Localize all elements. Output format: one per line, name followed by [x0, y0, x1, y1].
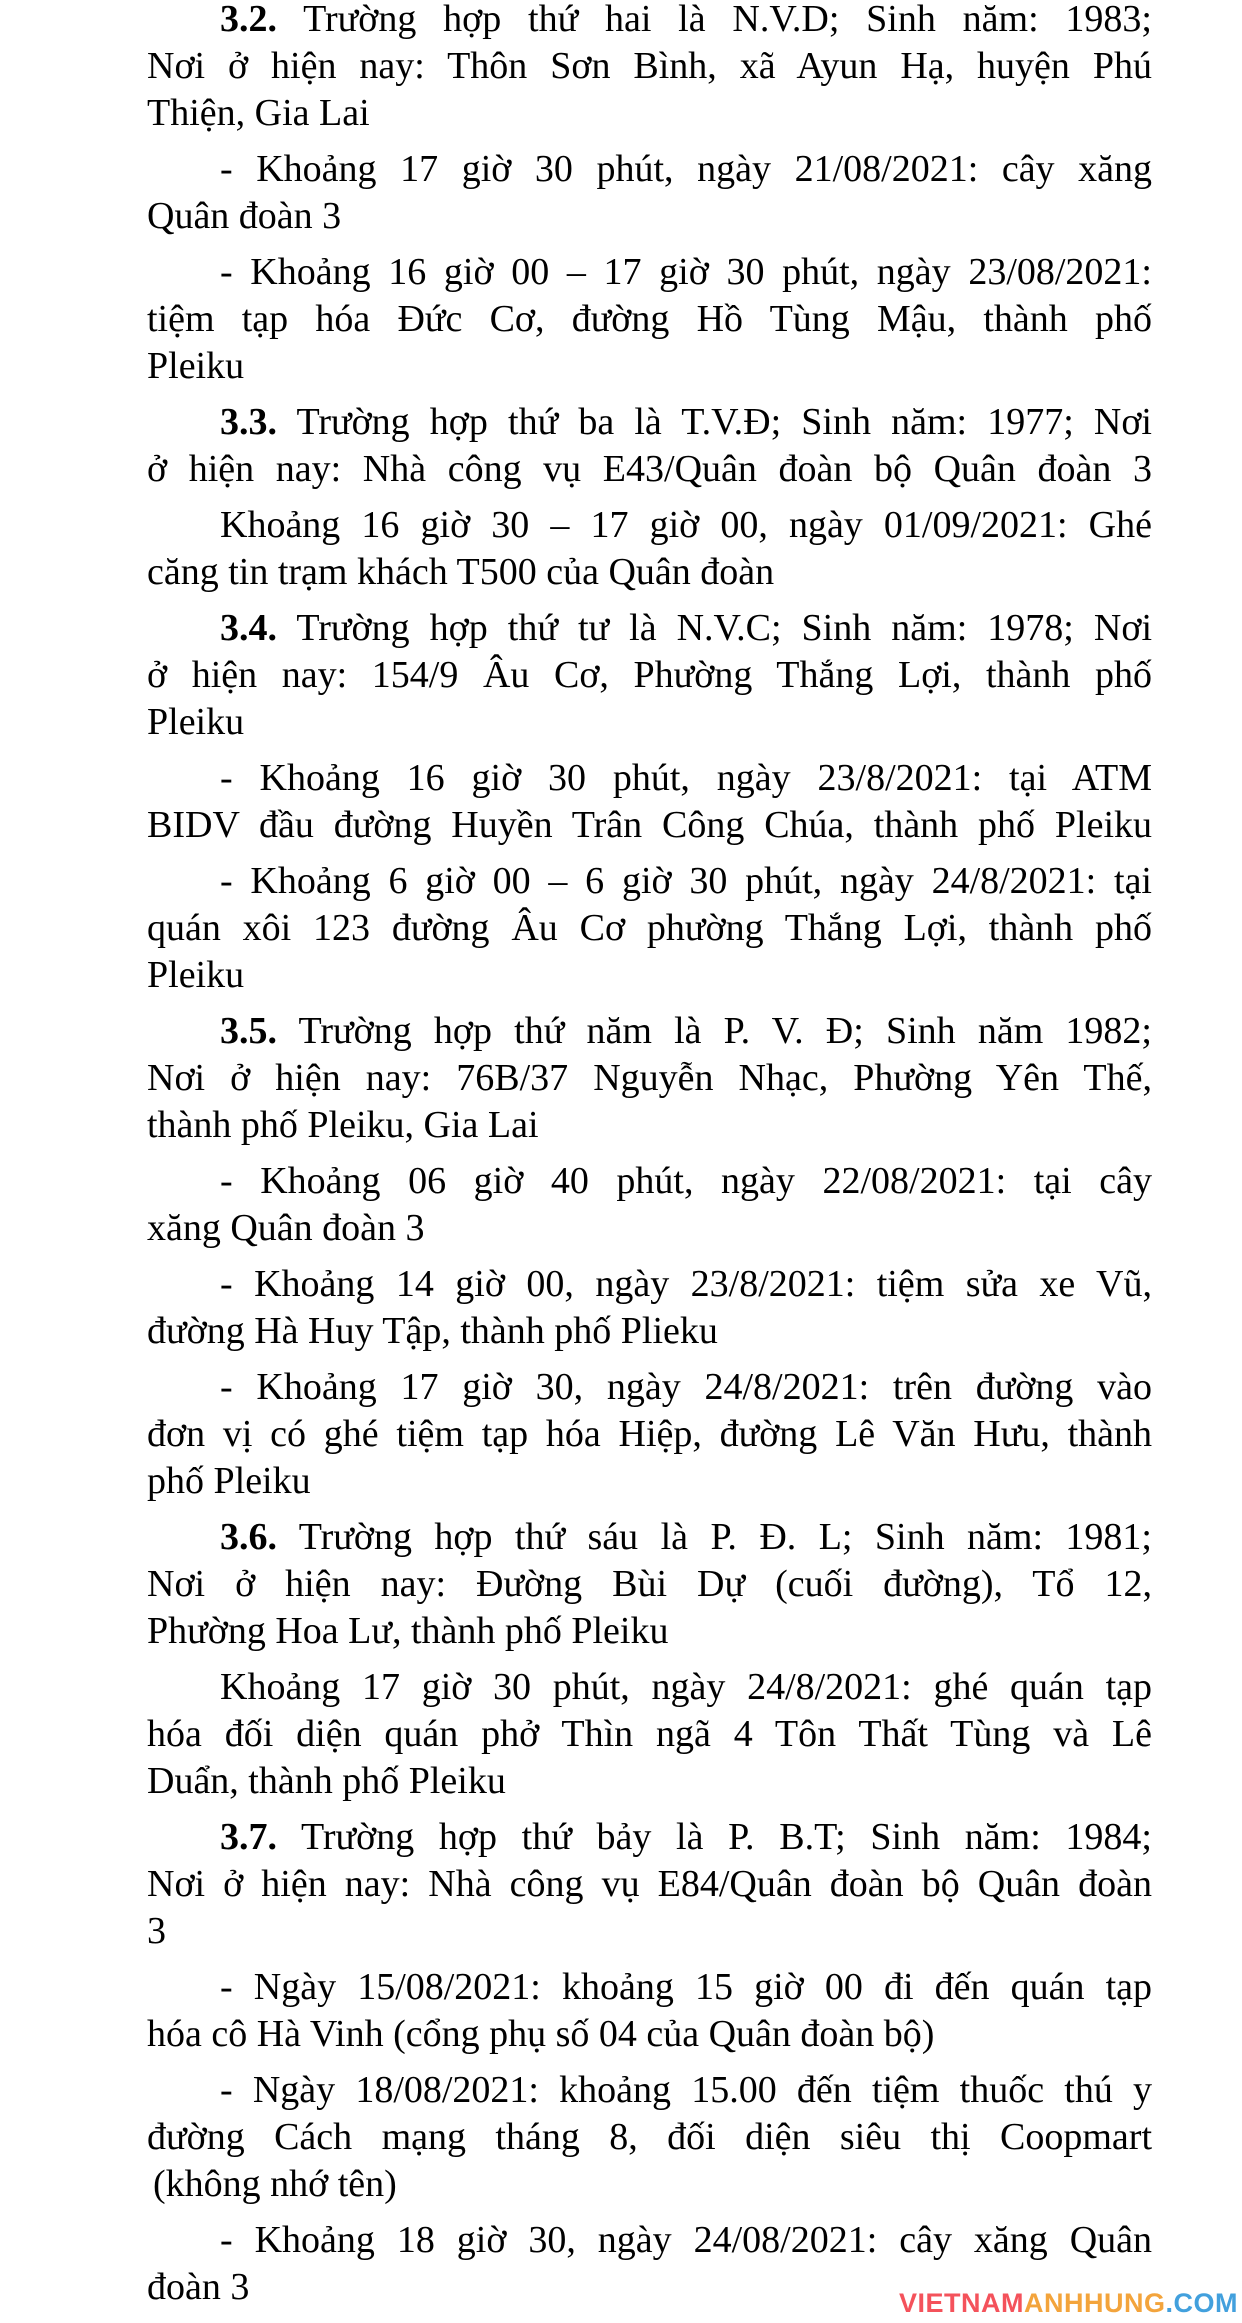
text-run: - Khoảng 6 giờ 00 – 6 giờ 30 phút, ngày 24/8/2021: tại: [220, 860, 1152, 902]
text-run: - Khoảng 16 giờ 30 phút, ngày 23/8/2021: tại ATM: [220, 757, 1152, 799]
text-line: [147, 193, 1152, 240]
text-line: [147, 1514, 1152, 1561]
watermark-segment: VIETNAM: [899, 2288, 1024, 2318]
text-run: - Khoảng 06 giờ 40 phút, ngày 22/08/2021: tại cây: [220, 1160, 1152, 1202]
text-run: tiệm tạp hóa Đức Cơ, đường Hồ Tùng Mậu, thành phố: [147, 298, 1152, 340]
text-run: đường Hà Huy Tập, thành phố Plieku: [147, 1310, 718, 1352]
section-number: 3.4.: [220, 607, 277, 649]
text-run: (không nhớ tên): [153, 2163, 397, 2205]
paragraph: [147, 1964, 1152, 2058]
text-line: [147, 905, 1152, 952]
text-line: [147, 699, 1152, 746]
text-line: [147, 652, 1152, 699]
text-line: [147, 1205, 1152, 1252]
section-number: 3.3.: [220, 401, 277, 443]
text-line: [147, 343, 1152, 390]
text-line: [147, 1411, 1152, 1458]
paragraph: [147, 249, 1152, 390]
text-line: [147, 502, 1152, 549]
paragraph: [147, 1008, 1152, 1149]
text-run: đơn vị có ghé tiệm tạp hóa Hiệp, đường Lê Văn Hưu, thành: [147, 1413, 1152, 1455]
text-line: [147, 2161, 1152, 2208]
text-line: [147, 2011, 1152, 2058]
text-run: Pleiku: [147, 345, 245, 387]
text-run: đoàn 3: [147, 2266, 250, 2308]
text-run: Nơi ở hiện nay: Đường Bùi Dự (cuối đường), Tổ 12,: [147, 1563, 1152, 1605]
document-body: [147, 0, 1152, 2320]
paragraph: [147, 2067, 1152, 2208]
text-run: hóa đối diện quán phở Thìn ngã 4 Tôn Thất Tùng và Lê: [147, 1713, 1152, 1755]
text-run: BIDV đầu đường Huyền Trân Công Chúa, thành phố Pleiku: [147, 804, 1152, 846]
text-line: [147, 1561, 1152, 1608]
paragraph: [147, 858, 1152, 999]
paragraph: [147, 1261, 1152, 1355]
text-run: Pleiku: [147, 954, 245, 996]
text-line: [147, 755, 1152, 802]
text-run: ở hiện nay: 154/9 Âu Cơ, Phường Thắng Lợi, thành phố: [147, 654, 1152, 696]
text-line: [147, 605, 1152, 652]
text-line: [147, 1158, 1152, 1205]
text-line: [147, 43, 1152, 90]
text-line: [147, 0, 1152, 43]
text-run: đường Cách mạng tháng 8, đối diện siêu thị Coopmart: [147, 2116, 1152, 2158]
text-run: - Ngày 18/08/2021: khoảng 15.00 đến tiệm thuốc thú y: [220, 2069, 1152, 2111]
text-line: [147, 1055, 1152, 1102]
text-run: Trường hợp thứ tư là N.V.C; Sinh năm: 1978; Nơi: [277, 607, 1152, 649]
paragraph: [147, 755, 1152, 849]
text-run: - Khoảng 18 giờ 30, ngày 24/08/2021: cây xăng Quân: [220, 2219, 1152, 2261]
text-line: [147, 399, 1152, 446]
text-line: [147, 1711, 1152, 1758]
text-line: [147, 1814, 1152, 1861]
text-run: căng tin trạm khách T500 của Quân đoàn: [147, 551, 775, 593]
paragraph: [147, 605, 1152, 746]
text-run: - Ngày 15/08/2021: khoảng 15 giờ 00 đi đến quán tạp: [220, 1966, 1152, 2008]
text-line: [147, 802, 1152, 849]
text-line: [147, 249, 1152, 296]
section-number: 3.2.: [220, 0, 277, 40]
text-line: [147, 2217, 1152, 2264]
text-line: [147, 1664, 1152, 1711]
section-number: 3.5.: [220, 1010, 277, 1052]
text-line: [147, 446, 1152, 493]
text-line: [147, 858, 1152, 905]
text-line: [147, 1758, 1152, 1805]
text-run: Trường hợp thứ hai là N.V.D; Sinh năm: 1983;: [277, 0, 1152, 40]
text-line: [147, 1102, 1152, 1149]
text-run: - Khoảng 16 giờ 00 – 17 giờ 30 phút, ngày 23/08/2021:: [220, 251, 1152, 293]
text-run: 3: [147, 1910, 166, 1952]
text-run: Pleiku: [147, 701, 245, 743]
text-line: [147, 1861, 1152, 1908]
paragraph: [147, 502, 1152, 596]
text-line: [147, 146, 1152, 193]
text-line: [147, 296, 1152, 343]
paragraph: [147, 399, 1152, 493]
text-run: ở hiện nay: Nhà công vụ E43/Quân đoàn bộ Quân đoàn 3: [147, 448, 1152, 490]
section-number: 3.7.: [220, 1816, 277, 1858]
text-run: Trường hợp thứ ba là T.V.Đ; Sinh năm: 1977; Nơi: [277, 401, 1152, 443]
paragraph: [147, 1664, 1152, 1805]
text-line: [147, 1364, 1152, 1411]
text-run: Khoảng 17 giờ 30 phút, ngày 24/8/2021: ghé quán tạp: [220, 1666, 1152, 1708]
text-line: [147, 1964, 1152, 2011]
text-run: Trường hợp thứ bảy là P. B.T; Sinh năm: 1984;: [277, 1816, 1152, 1858]
paragraph: [147, 1814, 1152, 1955]
text-line: [147, 549, 1152, 596]
text-line: [147, 2114, 1152, 2161]
text-run: - Khoảng 17 giờ 30 phút, ngày 21/08/2021: cây xăng: [220, 148, 1152, 190]
section-number: 3.6.: [220, 1516, 277, 1558]
text-run: - Khoảng 17 giờ 30, ngày 24/8/2021: trên đường vào: [220, 1366, 1152, 1408]
watermark-segment: ANHHUNG: [1024, 2288, 1166, 2318]
text-line: [147, 2067, 1152, 2114]
text-run: thành phố Pleiku, Gia Lai: [147, 1104, 539, 1146]
text-run: Phường Hoa Lư, thành phố Pleiku: [147, 1610, 669, 1652]
text-line: [147, 1261, 1152, 1308]
text-line: [147, 90, 1152, 137]
text-run: Nơi ở hiện nay: 76B/37 Nguyễn Nhạc, Phường Yên Thế,: [147, 1057, 1152, 1099]
text-run: Duẩn, thành phố Pleiku: [147, 1760, 506, 1802]
text-line: [147, 1608, 1152, 1655]
watermark: [899, 2288, 1238, 2319]
text-run: phố Pleiku: [147, 1460, 311, 1502]
text-run: quán xôi 123 đường Âu Cơ phường Thắng Lợi, thành phố: [147, 907, 1152, 949]
text-line: [147, 1908, 1152, 1955]
text-run: Quân đoàn 3: [147, 195, 342, 237]
paragraph: [147, 0, 1152, 137]
text-run: Trường hợp thứ năm là P. V. Đ; Sinh năm 1982;: [277, 1010, 1152, 1052]
paragraph: [147, 146, 1152, 240]
text-run: Thiện, Gia Lai: [147, 92, 370, 134]
text-run: - Khoảng 14 giờ 00, ngày 23/8/2021: tiệm sửa xe Vũ,: [220, 1263, 1152, 1305]
text-run: hóa cô Hà Vinh (cổng phụ số 04 của Quân đoàn bộ): [147, 2013, 935, 2055]
paragraph: [147, 1158, 1152, 1252]
text-line: [147, 1458, 1152, 1505]
watermark-segment: .COM: [1165, 2288, 1238, 2318]
text-run: Nơi ở hiện nay: Thôn Sơn Bình, xã Ayun Hạ, huyện Phú: [147, 45, 1152, 87]
paragraph: [147, 1364, 1152, 1505]
text-line: [147, 1308, 1152, 1355]
text-run: Trường hợp thứ sáu là P. Đ. L; Sinh năm: 1981;: [277, 1516, 1152, 1558]
text-line: [147, 952, 1152, 999]
text-run: Nơi ở hiện nay: Nhà công vụ E84/Quân đoàn bộ Quân đoàn: [147, 1863, 1152, 1905]
text-run: xăng Quân đoàn 3: [147, 1207, 425, 1249]
text-run: Khoảng 16 giờ 30 – 17 giờ 00, ngày 01/09/2021: Ghé: [220, 504, 1152, 546]
paragraph: [147, 1514, 1152, 1655]
text-line: [147, 1008, 1152, 1055]
